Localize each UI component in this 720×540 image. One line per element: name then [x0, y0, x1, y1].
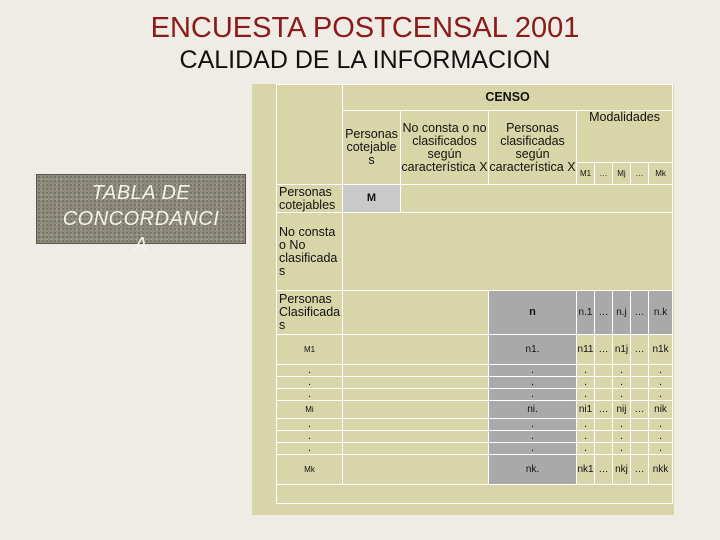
mk-dots-1: …	[595, 455, 613, 485]
mod-header-dots-2: …	[631, 163, 649, 185]
cell-M: M	[343, 185, 401, 213]
m1-c1: n11	[577, 335, 595, 365]
row-m1-label: M1	[277, 335, 343, 365]
empty-cell	[343, 431, 489, 443]
dot-row-label: .	[277, 377, 343, 389]
empty-cell	[343, 213, 673, 291]
mi-dots-2: …	[631, 401, 649, 419]
mi-dots-1: …	[595, 401, 613, 419]
mk-total: nk.	[489, 455, 577, 485]
dot-cell: .	[577, 377, 595, 389]
empty-cell	[343, 335, 489, 365]
side-label-line-2: CONCORDANCI	[62, 208, 220, 230]
mod-header-j: Mj	[613, 163, 631, 185]
dot-cell: .	[649, 365, 673, 377]
mk-ck: nkk	[649, 455, 673, 485]
col-no-consta-header: No consta o no clasificados según característica X	[401, 111, 489, 185]
dot-cell: .	[489, 377, 577, 389]
side-label-line-1: TABLA DE	[91, 182, 191, 204]
dot-row-label: .	[277, 431, 343, 443]
concordance-table-panel	[252, 84, 674, 515]
dot-cell: .	[613, 431, 631, 443]
dot-cell: .	[489, 389, 577, 401]
empty-cell	[343, 291, 489, 335]
m1-cj: n1j	[613, 335, 631, 365]
page-subtitle: CALIDAD DE LA INFORMACION	[179, 46, 551, 74]
dot-cell: .	[613, 419, 631, 431]
empty-cell	[277, 485, 673, 504]
dot-cell: .	[649, 443, 673, 455]
empty-cell	[595, 389, 613, 401]
mi-total: ni.	[489, 401, 577, 419]
dot-cell: .	[613, 389, 631, 401]
empty-cell	[595, 377, 613, 389]
col-modalidades-header: Modalidades	[577, 111, 673, 163]
dot-cell: .	[649, 431, 673, 443]
mod-header-dots: …	[595, 163, 613, 185]
empty-cell	[595, 365, 613, 377]
dot-cell: .	[577, 389, 595, 401]
concordance-table	[276, 84, 673, 504]
empty-cell	[631, 365, 649, 377]
dot-cell: .	[577, 431, 595, 443]
cell-n: n	[489, 291, 577, 335]
empty-cell	[343, 401, 489, 419]
row-mi-label: Mi	[277, 401, 343, 419]
m1-total: n1.	[489, 335, 577, 365]
dot-cell: .	[649, 389, 673, 401]
m1-dots-1: …	[595, 335, 613, 365]
dot-cell: .	[489, 431, 577, 443]
side-label-line-3: A	[134, 234, 148, 256]
dot-cell: .	[649, 419, 673, 431]
empty-cell	[401, 185, 673, 213]
col-clasificadas-header: Personas clasificadas según característica X	[489, 111, 577, 185]
empty-cell	[343, 365, 489, 377]
dot-cell: .	[613, 365, 631, 377]
empty-cell	[631, 419, 649, 431]
mk-cj: nkj	[613, 455, 631, 485]
corner-blank-cell	[277, 85, 343, 185]
dot-cell: .	[489, 365, 577, 377]
empty-cell	[595, 431, 613, 443]
dot-cell: .	[577, 365, 595, 377]
mk-c1: nk1	[577, 455, 595, 485]
mi-cj: nij	[613, 401, 631, 419]
empty-cell	[631, 377, 649, 389]
n-col-j: n.j	[613, 291, 631, 335]
empty-cell	[343, 443, 489, 455]
dot-cell: .	[489, 419, 577, 431]
n-col-k: n.k	[649, 291, 673, 335]
empty-cell	[343, 377, 489, 389]
m1-dots-2: …	[631, 335, 649, 365]
dot-cell: .	[613, 377, 631, 389]
empty-cell	[595, 419, 613, 431]
n-col-dots: …	[595, 291, 613, 335]
dot-cell: .	[649, 377, 673, 389]
dot-cell: .	[613, 443, 631, 455]
n-col-1: n.1	[577, 291, 595, 335]
empty-cell	[343, 455, 489, 485]
mod-header-k: Mk	[649, 163, 673, 185]
dot-cell: .	[489, 443, 577, 455]
dot-row-label: .	[277, 365, 343, 377]
mi-ck: nik	[649, 401, 673, 419]
row-clasificadas-label: Personas Clasificada s	[277, 291, 343, 335]
row-cotejables-label: Personas cotejables	[277, 185, 343, 213]
dot-cell: .	[577, 419, 595, 431]
empty-cell	[631, 389, 649, 401]
censo-header: CENSO	[343, 85, 673, 111]
dot-row-label: .	[277, 389, 343, 401]
empty-cell	[343, 419, 489, 431]
page-title: ENCUESTA POSTCENSAL 2001	[150, 12, 580, 44]
m1-ck: n1k	[649, 335, 673, 365]
empty-cell	[631, 443, 649, 455]
empty-cell	[631, 431, 649, 443]
dot-cell: .	[577, 443, 595, 455]
n-col-dots-2: …	[631, 291, 649, 335]
row-mk-label: Mk	[277, 455, 343, 485]
empty-cell	[343, 389, 489, 401]
col-cotejables-header: Personas cotejable s	[343, 111, 401, 185]
mi-c1: ni1	[577, 401, 595, 419]
dot-row-label: .	[277, 419, 343, 431]
mod-header-1: M1	[577, 163, 595, 185]
side-label	[36, 180, 246, 258]
row-no-consta-label: No consta o No clasificada s	[277, 213, 343, 291]
mk-dots-2: …	[631, 455, 649, 485]
dot-row-label: .	[277, 443, 343, 455]
empty-cell	[595, 443, 613, 455]
